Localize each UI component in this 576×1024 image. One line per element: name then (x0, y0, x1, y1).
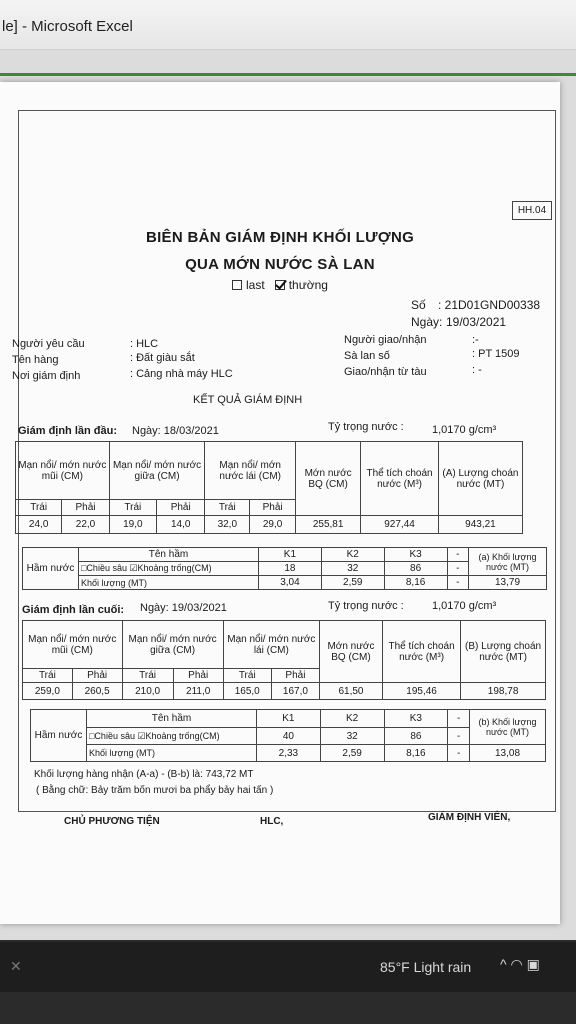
info-value: : HLC (130, 338, 159, 350)
info-label: Giao/nhận từ tàu (344, 366, 427, 378)
value-cell: 32 (320, 728, 384, 745)
k2-header: K2 (320, 710, 384, 728)
window-title: le] - Microsoft Excel (2, 18, 133, 35)
first-density-value: 1,0170 g/cm³ (432, 424, 497, 436)
value-cell: 259,0 (23, 683, 73, 700)
weather-widget[interactable]: 85°F Light rain (380, 959, 472, 975)
value-cell: 260,5 (72, 683, 122, 700)
value-cell: 2,33 (257, 745, 321, 762)
value-cell: 3,04 (259, 576, 322, 590)
k2-header: K2 (321, 548, 384, 562)
value-cell: 927,44 (361, 516, 439, 534)
ten-ham-header: Tên hầm (79, 548, 259, 562)
k1-header: K1 (257, 710, 321, 728)
system-tray-icons[interactable]: ^ ◠ ▣ (500, 956, 540, 972)
ribbon-accent-line (0, 73, 576, 76)
first-date: Ngày: 18/03/2021 (132, 425, 219, 437)
info-value: : PT 1509 (472, 348, 520, 360)
value-cell: 32 (321, 562, 384, 576)
row-label: Khối lượng (MT) (87, 745, 257, 762)
k1-header: K1 (259, 548, 322, 562)
checkbox-last[interactable] (232, 280, 242, 290)
last-density-value: 1,0170 g/cm³ (432, 600, 497, 612)
result-line: Khối lượng hàng nhận (A-a) - (B-b) là: 743,72 MT (34, 769, 254, 780)
header-mui: Mạn nổi/ mớn nước mũi (CM) (16, 442, 110, 500)
info-label: Tên hàng (12, 354, 59, 366)
header-giua: Mạn nổi/ mớn nước giữa (CM) (109, 442, 205, 500)
value-cell: - (447, 562, 468, 576)
k4-header: - (447, 548, 468, 562)
value-cell: 24,0 (16, 516, 62, 534)
header-luong: (B) Lượng choán nước (MT) (461, 621, 546, 683)
row-label: □Chiều sâu ☑Khoảng trống(CM) (87, 728, 257, 745)
info-label: Người yêu cầu (12, 338, 85, 350)
last-draft-table (22, 620, 546, 700)
ngay-value: 19/03/2021 (446, 315, 507, 329)
value-cell: 86 (384, 562, 447, 576)
doc-title-2: QUA MỚN NƯỚC SÀ LAN (185, 256, 375, 273)
last-tank-table (30, 709, 546, 762)
side-label: Phải (250, 500, 296, 516)
value-cell: - (447, 576, 468, 590)
header-bq: Mớn nước BQ (CM) (320, 621, 383, 683)
checkbox-thuong[interactable] (275, 280, 285, 290)
side-label: Trái (205, 500, 250, 516)
header-giua: Mạn nổi/ mớn nước giữa (CM) (122, 621, 223, 669)
value-cell: 198,78 (461, 683, 546, 700)
sign-owner: CHỦ PHƯƠNG TIỆN (64, 816, 160, 827)
side-label: Trái (122, 669, 173, 683)
last-heading: Giám định lần cuối: (22, 604, 125, 616)
value-cell: 195,46 (382, 683, 460, 700)
value-cell: 2,59 (321, 576, 384, 590)
info-value: : Đất giàu sắt (130, 352, 195, 364)
value-cell: 14,0 (157, 516, 205, 534)
window-titlebar (0, 0, 576, 50)
value-cell: 8,16 (384, 745, 448, 762)
value-cell: 61,50 (320, 683, 383, 700)
header-the-tich: Thể tích choán nước (M³) (361, 442, 439, 516)
ngay-label: Ngày: (411, 315, 443, 329)
so-label: Số (411, 298, 426, 312)
side-label: Trái (23, 669, 73, 683)
side-label: Trái (16, 500, 62, 516)
last-date: Ngày: 19/03/2021 (140, 602, 227, 614)
last-density-label: Tỷ trọng nước : (328, 600, 404, 612)
value-cell: 29,0 (250, 516, 296, 534)
value-cell: 86 (384, 728, 448, 745)
sign-inspector: GIÁM ĐỊNH VIÊN, (428, 812, 511, 823)
value-cell: 255,81 (296, 516, 361, 534)
info-label: Người giao/nhận (344, 334, 427, 346)
option-row (232, 278, 328, 292)
value-cell: 13,79 (469, 576, 547, 590)
form-code: HH.04 (512, 201, 552, 220)
value-cell: 943,21 (438, 516, 522, 534)
taskbar (0, 942, 576, 992)
side-label: Trái (223, 669, 271, 683)
first-draft-table (15, 441, 523, 534)
header-the-tich: Thể tích choán nước (M³) (382, 621, 460, 683)
side-label: Phải (271, 669, 319, 683)
header-mui: Mạn nổi/ mớn nước mũi (CM) (23, 621, 123, 669)
value-cell: 18 (259, 562, 322, 576)
value-cell: 2,59 (320, 745, 384, 762)
header-luong: (A) Lượng choán nước (MT) (438, 442, 522, 516)
first-density-label: Tỷ trọng nước : (328, 421, 404, 433)
header-lai: Mạn nổi/ mớn nước lái (CM) (223, 621, 319, 669)
value-cell: 19,0 (109, 516, 156, 534)
side-label: Phải (157, 500, 205, 516)
k3-header: K3 (384, 710, 448, 728)
so-value: : 21D01GND00338 (438, 298, 541, 312)
info-value: : - (472, 364, 482, 376)
value-cell: 210,0 (122, 683, 173, 700)
value-cell: 40 (257, 728, 321, 745)
ham-nuoc-label: Hầm nước (23, 548, 79, 590)
option-thuong-label: thường (288, 278, 328, 292)
result-words: ( Bằng chữ: Bảy trăm bốn mươi ba phẩy bảy hai tấn ) (36, 785, 274, 796)
ten-ham-header: Tên hầm (87, 710, 257, 728)
info-label: Nơi giám định (12, 370, 81, 382)
k4-header: - (448, 710, 470, 728)
row-label: □Chiều sâu ☑Khoảng trống(CM) (79, 562, 259, 576)
k3-header: K3 (384, 548, 447, 562)
option-last-label: last (246, 278, 265, 292)
khoi-luong-header: (a) Khối lượng nước (MT) (469, 548, 547, 576)
sign-hlc: HLC, (260, 816, 284, 827)
first-tank-table (22, 547, 547, 590)
khoi-luong-header: (b) Khối lượng nước (MT) (470, 710, 546, 745)
value-cell: 32,0 (205, 516, 250, 534)
value-cell: 8,16 (384, 576, 447, 590)
value-cell: 13,08 (470, 745, 546, 762)
ket-qua-heading: KẾT QUẢ GIÁM ĐỊNH (193, 394, 303, 406)
value-cell: - (448, 728, 470, 745)
side-label: Phải (173, 669, 223, 683)
side-label: Trái (109, 500, 156, 516)
ham-nuoc-label: Hầm nước (31, 710, 87, 762)
value-cell: 211,0 (173, 683, 223, 700)
side-label: Phải (62, 500, 109, 516)
close-icon[interactable]: ✕ (10, 958, 22, 974)
info-value: : Cảng nhà máy HLC (130, 368, 233, 380)
value-cell: - (448, 745, 470, 762)
row-label: Khối lượng (MT) (79, 576, 259, 590)
doc-title-1: BIÊN BẢN GIÁM ĐỊNH KHỐI LƯỢNG (145, 229, 415, 246)
info-label: Sà lan số (344, 350, 390, 362)
value-cell: 165,0 (223, 683, 271, 700)
header-bq: Mớn nước BQ (CM) (296, 442, 361, 516)
header-lai: Mạn nổi/ mớn nước lái (CM) (205, 442, 296, 500)
first-heading: Giám định lần đầu: (18, 425, 118, 437)
value-cell: 167,0 (271, 683, 319, 700)
side-label: Phải (72, 669, 122, 683)
info-value: :- (472, 334, 479, 346)
value-cell: 22,0 (62, 516, 109, 534)
